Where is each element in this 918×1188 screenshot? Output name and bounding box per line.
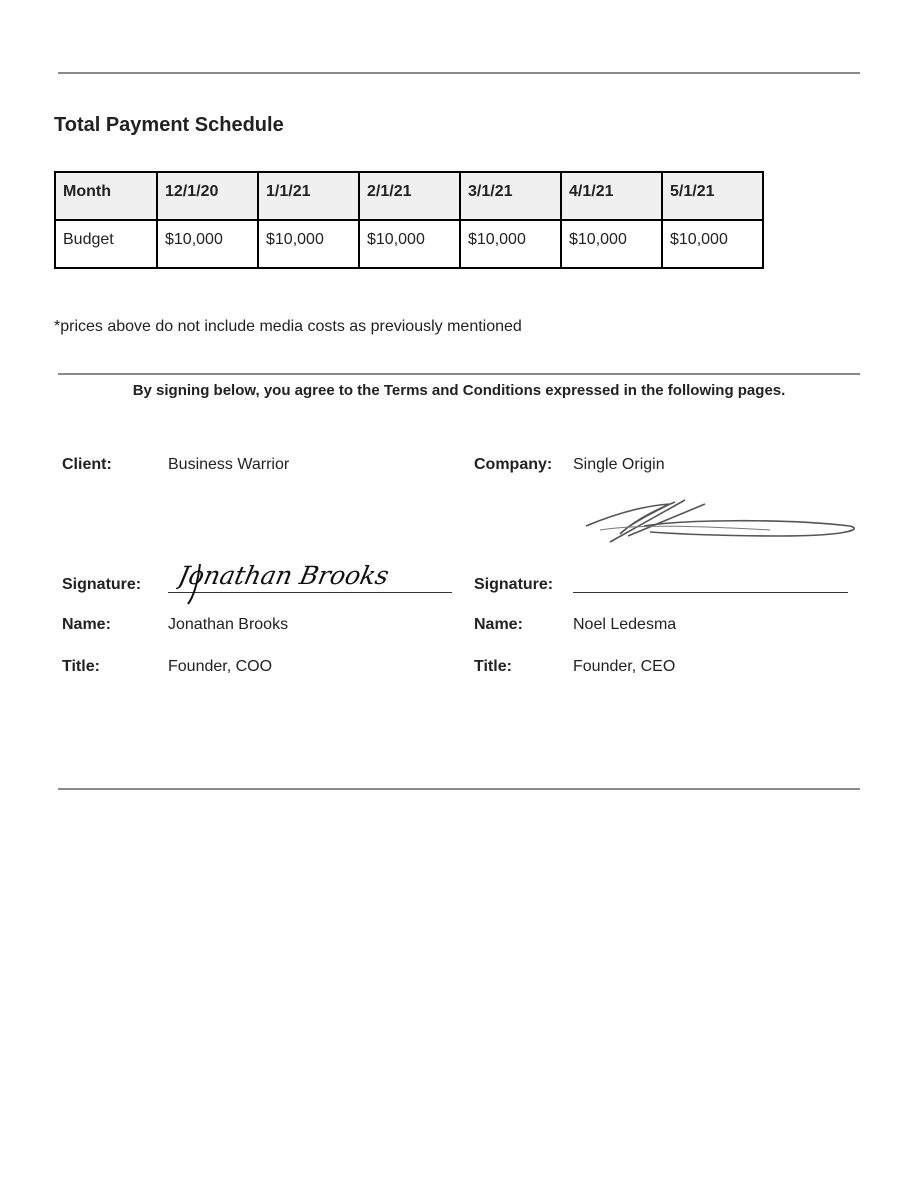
schedule-heading: Total Payment Schedule	[54, 114, 284, 136]
budget-cell: $10,000	[460, 220, 561, 268]
client-value: Business Warrior	[168, 456, 290, 473]
budget-cell: $10,000	[157, 220, 258, 268]
header-cell: 12/1/20	[157, 172, 258, 220]
row-label-budget: Budget	[55, 220, 157, 268]
company-label: Company:	[474, 456, 553, 473]
budget-cell: $10,000	[359, 220, 460, 268]
top-divider	[58, 72, 860, 74]
client-label: Client:	[62, 456, 112, 473]
client-name-value: Jonathan Brooks	[168, 616, 289, 633]
bottom-divider	[58, 788, 860, 790]
client-title-value: Founder, COO	[168, 658, 273, 675]
company-value: Single Origin	[573, 456, 665, 473]
header-cell-month: Month	[55, 172, 157, 220]
pricing-note: *prices above do not include media costs as previously mentioned	[54, 318, 522, 335]
client-title-label: Title:	[62, 658, 100, 675]
agreement-statement: By signing below, you agree to the Terms and Conditions expressed in the following pages.	[132, 382, 786, 399]
company-title-label: Title:	[474, 658, 512, 675]
budget-cell: $10,000	[662, 220, 763, 268]
company-title-value: Founder, CEO	[573, 658, 676, 675]
header-cell: 3/1/21	[460, 172, 561, 220]
payment-schedule-table	[54, 171, 764, 269]
budget-cell: $10,000	[258, 220, 359, 268]
header-cell: 4/1/21	[561, 172, 662, 220]
table-header-row	[55, 172, 763, 220]
client-signature-text: Jonathan Brooks	[176, 561, 392, 590]
company-name-label: Name:	[474, 616, 523, 633]
header-cell: 2/1/21	[359, 172, 460, 220]
company-signature-line	[573, 592, 848, 593]
header-cell: 1/1/21	[258, 172, 359, 220]
company-signature-label: Signature:	[474, 576, 554, 593]
company-signature-image	[580, 496, 870, 556]
middle-divider	[58, 373, 860, 375]
client-signature-image	[176, 552, 406, 612]
table-row-budget	[55, 220, 763, 268]
budget-cell: $10,000	[561, 220, 662, 268]
header-cell: 5/1/21	[662, 172, 763, 220]
client-signature-label: Signature:	[62, 576, 142, 593]
client-name-label: Name:	[62, 616, 111, 633]
company-name-value: Noel Ledesma	[573, 616, 677, 633]
